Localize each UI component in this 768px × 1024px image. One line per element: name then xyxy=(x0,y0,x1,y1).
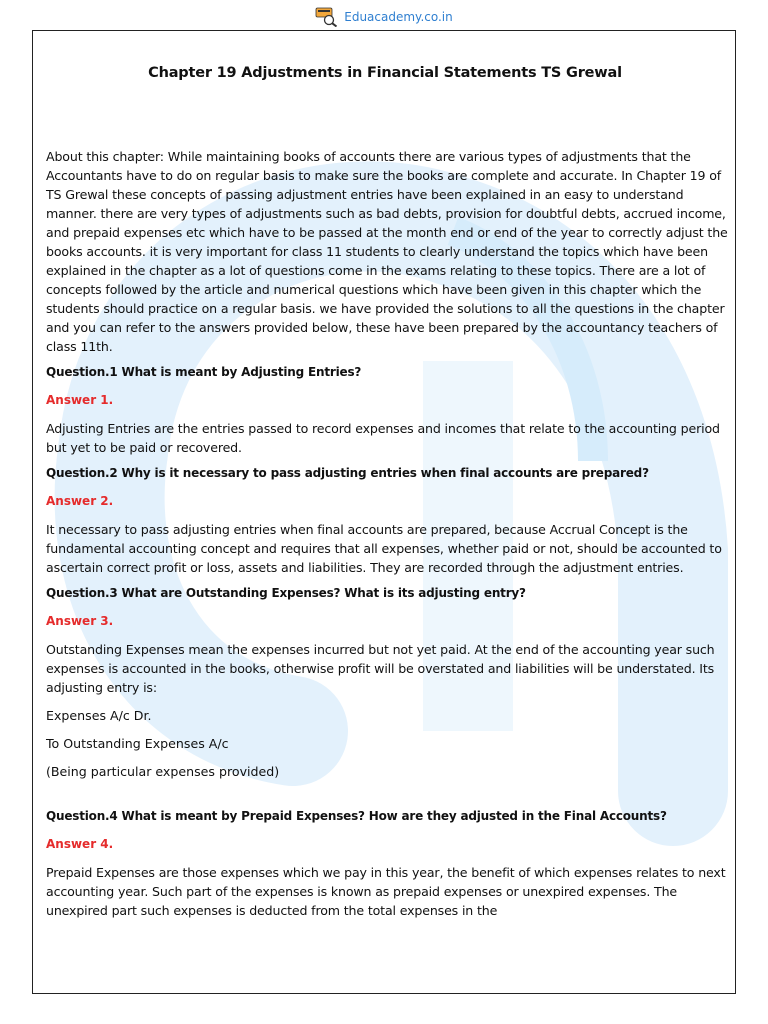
answer-1-text: Adjusting Entries are the entries passed to record expenses and incomes that relate to the accounting period but yet to be paid or recovered. xyxy=(46,421,720,455)
entry-line-debit: Expenses A/c Dr. xyxy=(46,708,152,723)
page-frame xyxy=(32,30,736,994)
question-2: Question.2 Why is it necessary to pass adjusting entries when final accounts are prepared? xyxy=(46,466,649,480)
page-title: Chapter 19 Adjustments in Financial Statements TS Grewal xyxy=(148,65,622,81)
answer-3-label: Answer 3. xyxy=(46,614,114,628)
answer-4-text: Prepaid Expenses are those expenses which we pay in this year, the benefit of which expenses relates to next accounting year. Such part of the expenses is known as prepaid expenses or unexpired expenses. The unexpired part such expenses is deducted from the total expenses in the xyxy=(46,865,726,918)
entry-line-narration: (Being particular expenses provided) xyxy=(46,764,280,779)
answer-1-label: Answer 1. xyxy=(46,393,114,407)
site-header xyxy=(0,6,768,28)
answer-2-label: Answer 2. xyxy=(46,494,114,508)
entry-line-credit: To Outstanding Expenses A/c xyxy=(46,736,229,751)
site-name[interactable]: Eduacademy.co.in xyxy=(344,10,453,24)
question-1: Question.1 What is meant by Adjusting Entries? xyxy=(46,365,362,379)
answer-4-label: Answer 4. xyxy=(46,837,114,851)
question-4: Question.4 What is meant by Prepaid Expenses? How are they adjusted in the Final Accounts? xyxy=(46,809,667,823)
magnifier-logo-icon xyxy=(315,7,339,27)
answer-3-text: Outstanding Expenses mean the expenses incurred but not yet paid. At the end of the accounting year such expenses is accounted in the books, otherwise profit will be overstated and liabilities will be understated. Its adjusting entry is: xyxy=(46,642,715,695)
question-3: Question.3 What are Outstanding Expenses? What is its adjusting entry? xyxy=(46,586,526,600)
spacer xyxy=(46,781,736,800)
intro-paragraph: About this chapter: While maintaining books of accounts there are various types of adjustments that the Accountants have to do on regular basis to make sure the books are complete and accurate. In Chapter 19 of TS Grewal these concepts of passing adjustment entries have been explained in an easy to understand manner. there are very types of adjustments such as bad debts, provision for doubtful debts, accrued income, and prepaid expenses etc which have to be passed at the month end or end of the year to correctly adjust the books accounts. it is very important for class 11 students to clearly understand the topics which have been explained in the chapter as a lot of questions come in the exams relating to these topics. There are a lot of concepts followed by the article and numerical questions which have been given in this chapter which the students should practice on a regular basis. we have provided the solutions to all the questions in the chapter and you can refer to the answers provided below, these have been prepared by the accountancy teachers of class 11th. xyxy=(46,149,728,354)
answer-2-text: It necessary to pass adjusting entries when final accounts are prepared, because Accrual Concept is the fundamental accounting concept and requires that all expenses, whether paid or not, should be accounted to ascertain correct profit or loss, assets and liabilities. They are recorded through the adjustment entries. xyxy=(46,522,722,575)
document-body xyxy=(33,31,736,920)
